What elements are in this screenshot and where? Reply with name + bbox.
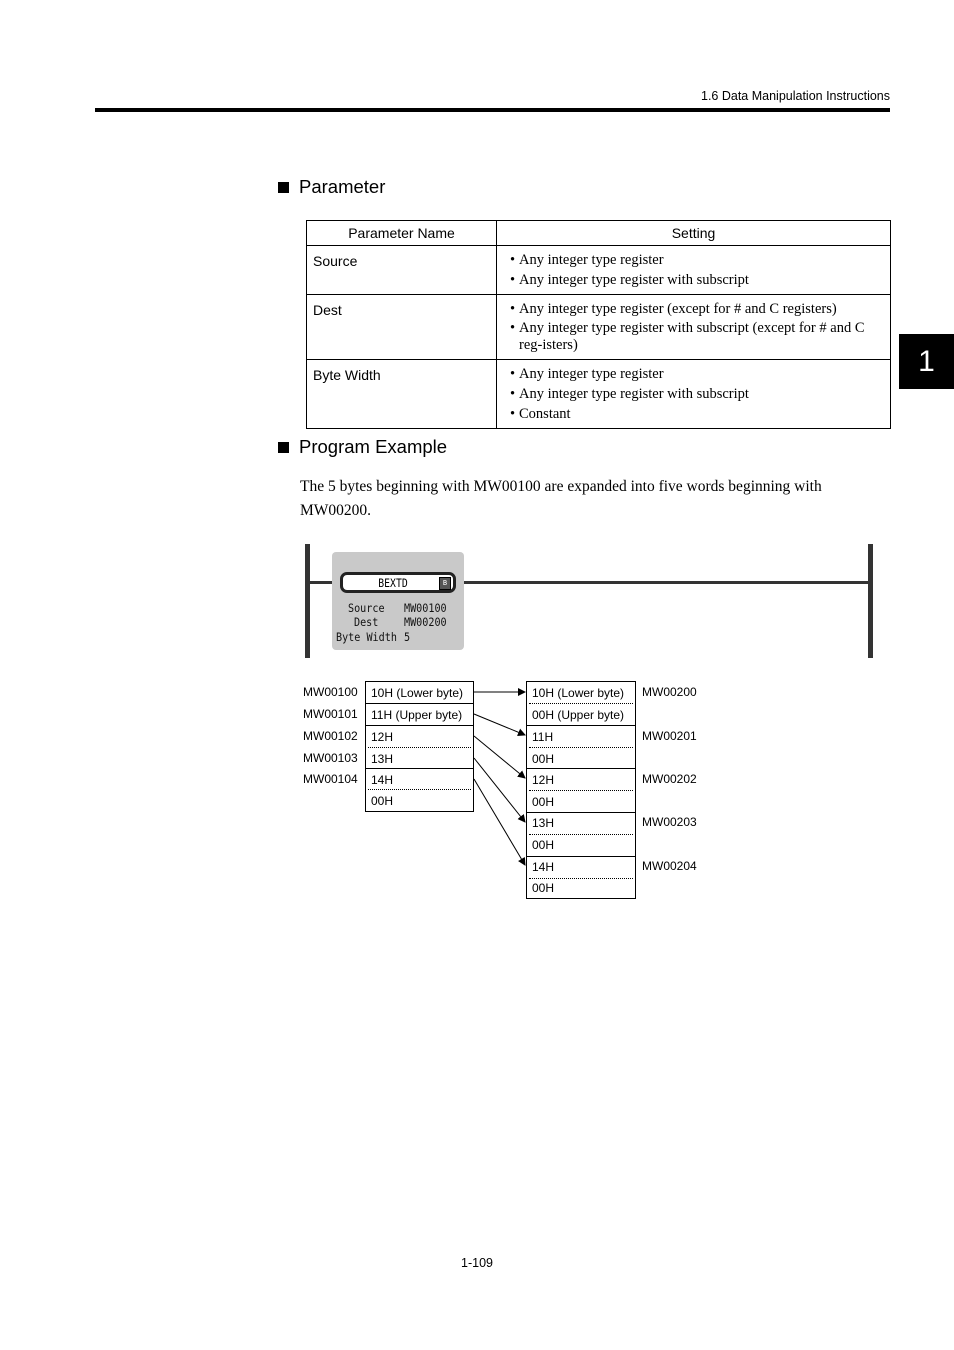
- setting-item: • Constant: [510, 405, 886, 423]
- dest-cell: 12H: [532, 773, 555, 787]
- page-number: 1-109: [461, 1256, 493, 1270]
- source-address: MW00103: [303, 751, 358, 765]
- dest-address: MW00204: [642, 859, 697, 873]
- source-label: Source: [348, 601, 385, 615]
- arrow-byte-3: [474, 758, 525, 822]
- byte-width-value: 5: [404, 630, 411, 644]
- source-address: MW00100: [303, 685, 358, 699]
- dest-address: MW00203: [642, 815, 697, 829]
- program-description: The 5 bytes beginning with MW00100 are expanded into five words beginning with MW00200.: [300, 478, 822, 519]
- running-header: 1.6 Data Manipulation Instructions: [701, 89, 890, 103]
- source-address: MW00104: [303, 772, 358, 786]
- dest-cell: 00H: [532, 838, 555, 852]
- chapter-tab: 1: [899, 334, 954, 389]
- instruction-icon: B: [439, 577, 451, 590]
- dest-value: MW00200: [404, 615, 447, 629]
- dest-cell: 00H: [532, 795, 555, 809]
- row-name-dest: Dest: [307, 295, 497, 360]
- arrow-byte-4: [474, 779, 525, 865]
- dest-cell: 14H: [532, 860, 555, 874]
- header-parameter-name: Parameter Name: [307, 221, 497, 246]
- dest-address: MW00200: [642, 685, 697, 699]
- source-address: MW00102: [303, 729, 358, 743]
- source-cell: 11H (Upper byte): [371, 708, 463, 722]
- setting-item: • Any integer type register: [510, 365, 886, 383]
- setting-item: • Any integer type register: [510, 251, 886, 269]
- dest-cell: 10H (Lower byte): [532, 686, 625, 700]
- dest-cell: 11H: [532, 730, 554, 744]
- source-cell: 00H: [371, 794, 394, 808]
- dest-address: MW00202: [642, 772, 697, 786]
- source-cell: 14H: [371, 773, 394, 787]
- setting-item: • Any integer type register (except for # and C registers): [510, 300, 886, 318]
- setting-item: • Any integer type register with subscript (except for # and C reg-isters): [510, 320, 886, 354]
- header-setting: Setting: [497, 221, 891, 246]
- source-cell: 12H: [371, 730, 394, 744]
- arrow-byte-2: [474, 736, 525, 778]
- row-name-source: Source: [307, 246, 497, 295]
- dest-address: MW00201: [642, 729, 697, 743]
- dest-cell: 13H: [532, 816, 555, 830]
- arrow-byte-1: [474, 714, 525, 735]
- dest-cell: 00H: [532, 752, 555, 766]
- source-value: MW00100: [404, 601, 447, 615]
- parameter-heading-text: Parameter: [299, 176, 386, 197]
- setting-item: • Any integer type register with subscript: [510, 385, 886, 403]
- row-name-byte-width: Byte Width: [307, 360, 497, 429]
- dest-cell: 00H (Upper byte): [532, 708, 625, 722]
- source-cell: 10H (Lower byte): [371, 686, 464, 700]
- source-address: MW00101: [303, 707, 358, 721]
- program-example-heading-text: Program Example: [299, 436, 448, 457]
- source-cell: 13H: [371, 752, 394, 766]
- dest-label: Dest: [354, 615, 379, 629]
- dest-cell: 00H: [532, 881, 555, 895]
- byte-width-label: Byte Width: [336, 630, 397, 644]
- setting-item: • Any integer type register with subscript: [510, 271, 886, 289]
- instruction-name: BEXTD: [378, 576, 408, 590]
